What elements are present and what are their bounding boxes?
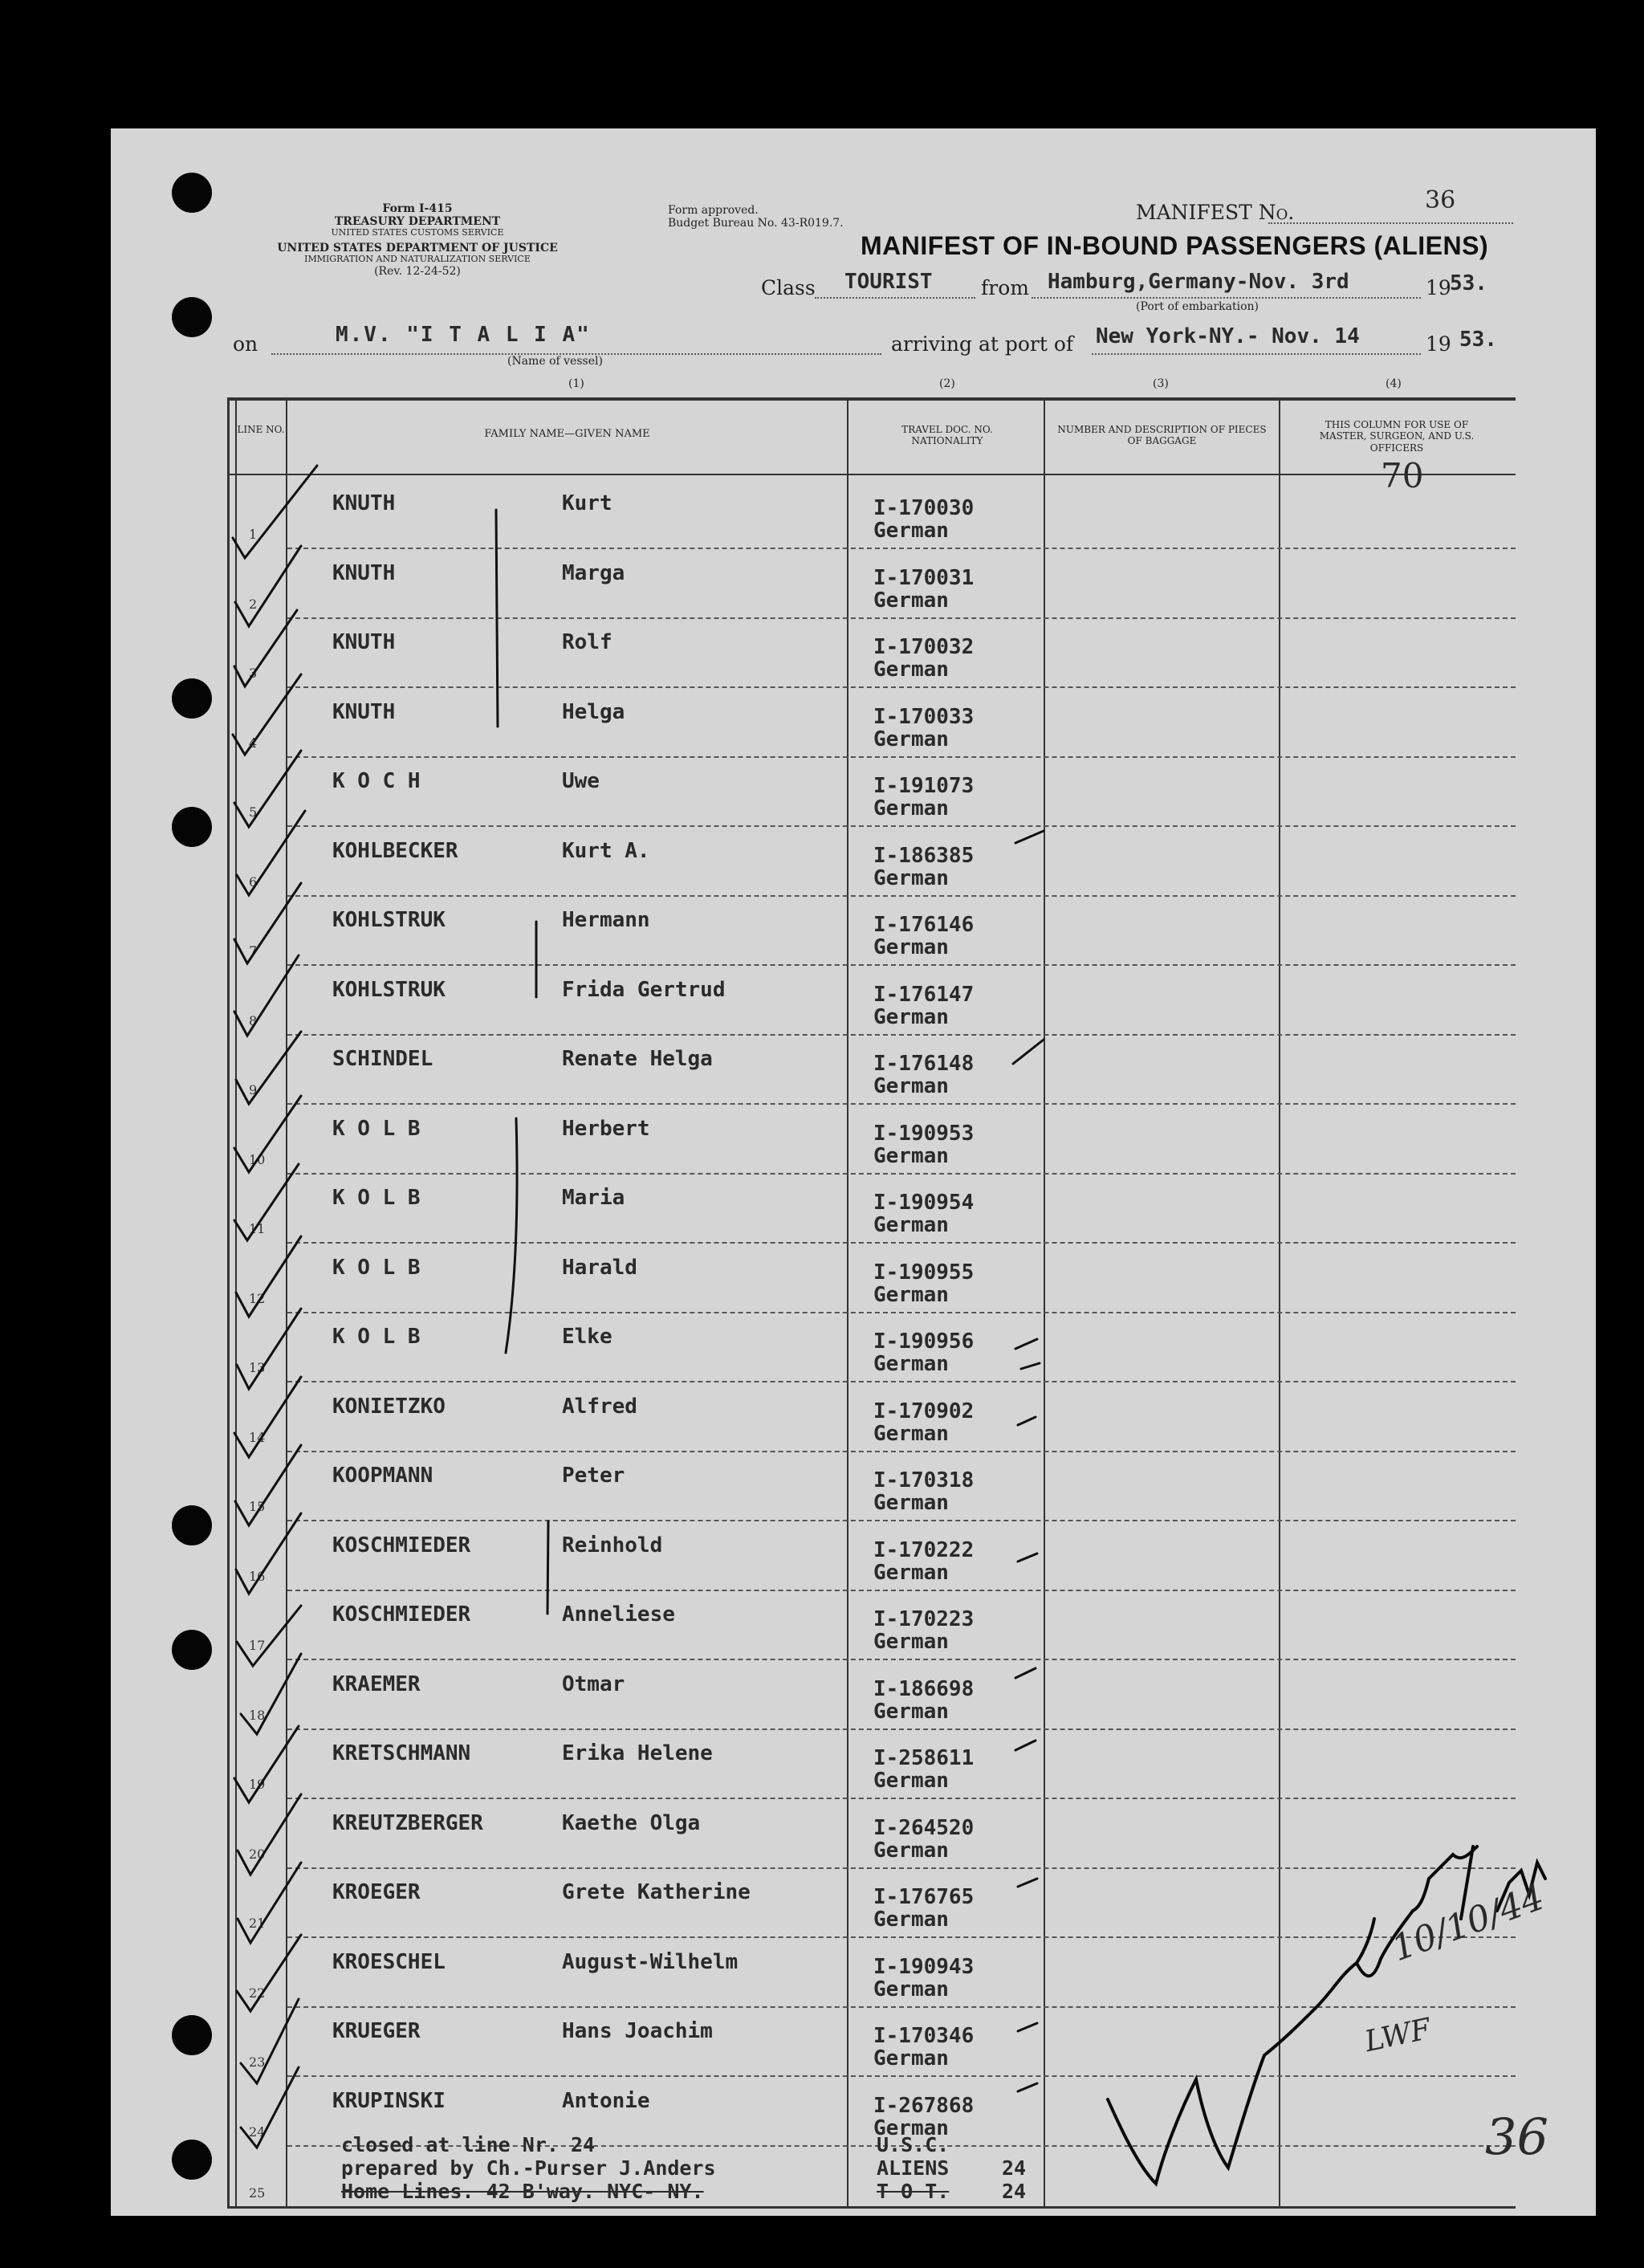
given-name: Anneliese bbox=[562, 1602, 675, 1627]
given-name: Herbert bbox=[562, 1116, 650, 1141]
travel-doc-number: I-186385 bbox=[873, 843, 975, 868]
travel-doc-number: I-170902 bbox=[873, 1399, 975, 1423]
officers-note: 70 bbox=[1381, 456, 1424, 495]
line-number: 10 bbox=[249, 1151, 266, 1167]
ins-service: IMMIGRATION AND NATURALIZATION SERVICE bbox=[304, 253, 531, 264]
travel-doc-number: I-170222 bbox=[873, 1537, 975, 1562]
nationality: German bbox=[873, 1074, 949, 1098]
given-name: Reinhold bbox=[562, 1533, 663, 1557]
nationality: German bbox=[873, 1352, 949, 1376]
travel-doc-number: I-258611 bbox=[873, 1746, 975, 1770]
family-name: KOOPMANN bbox=[332, 1464, 433, 1488]
nationality: German bbox=[873, 1004, 949, 1029]
travel-doc-number: I-190953 bbox=[873, 1121, 975, 1146]
family-name: KNUTH bbox=[332, 630, 396, 654]
arriving-label: arriving at port of bbox=[891, 332, 1074, 356]
closed-note: closed at line Nr. 24 bbox=[341, 2133, 596, 2156]
column-number-4: (4) bbox=[1386, 377, 1402, 390]
travel-doc-number: I-176148 bbox=[873, 1052, 975, 1076]
nationality: German bbox=[873, 2046, 949, 2071]
year-arrive: 53. bbox=[1459, 328, 1497, 352]
aliens-label: ALIENS bbox=[877, 2156, 950, 2180]
nationality: German bbox=[873, 1838, 949, 1863]
class-label: Class bbox=[761, 276, 816, 299]
family-name: KNUTH bbox=[332, 491, 396, 515]
given-name: Antonie bbox=[562, 2088, 650, 2113]
nationality: German bbox=[873, 1421, 949, 1446]
line-number: 1 bbox=[249, 527, 258, 542]
travel-doc-number: I-170030 bbox=[873, 496, 975, 520]
prepared-by: prepared by Ch.-Purser J.Anders bbox=[341, 2156, 716, 2180]
line-number: 3 bbox=[249, 666, 258, 681]
line-number: 14 bbox=[249, 1429, 266, 1445]
given-name: Rolf bbox=[562, 630, 612, 654]
family-name: KONIETZKO bbox=[332, 1394, 446, 1419]
given-name: Alfred bbox=[562, 1394, 637, 1419]
travel-doc-number: I-264520 bbox=[873, 1815, 975, 1840]
family-name: KOHLSTRUK bbox=[332, 908, 446, 932]
nationality: German bbox=[873, 1560, 949, 1585]
family-name: KOHLSTRUK bbox=[332, 977, 446, 1002]
manifest-title: MANIFEST OF IN-BOUND PASSENGERS (ALIENS) bbox=[861, 231, 1489, 260]
family-name: KRUPINSKI bbox=[332, 2088, 446, 2113]
travel-doc-number: I-190954 bbox=[873, 1191, 975, 1215]
travel-doc-number: I-170318 bbox=[873, 1468, 975, 1492]
line-number: 23 bbox=[249, 2054, 266, 2070]
shipping-line: Home Lines. 42 B'way. NYC- NY. bbox=[341, 2180, 704, 2203]
vessel-caption: (Name of vessel) bbox=[507, 355, 603, 368]
revision: (Rev. 12-24-52) bbox=[374, 264, 461, 278]
family-bracket bbox=[547, 1521, 548, 1614]
line-number: 15 bbox=[249, 1499, 266, 1514]
family-name: KROESCHEL bbox=[332, 1949, 446, 1974]
nationality: German bbox=[873, 1143, 949, 1168]
header-line-no: LINE NO. bbox=[237, 424, 285, 435]
nationality: German bbox=[873, 1213, 949, 1237]
line-number: 16 bbox=[249, 1568, 266, 1584]
family-name: SCHINDEL bbox=[332, 1047, 433, 1071]
travel-doc-number: I-190943 bbox=[873, 1954, 975, 1979]
approved-text: Form approved. bbox=[668, 204, 759, 217]
customs-service: UNITED STATES CUSTOMS SERVICE bbox=[331, 227, 504, 238]
given-name: Hermann bbox=[562, 908, 650, 932]
manifest-no-value: 36 bbox=[1425, 186, 1456, 214]
nationality: German bbox=[873, 588, 949, 613]
line-number: 20 bbox=[249, 1846, 266, 1862]
travel-doc-number: I-267868 bbox=[873, 2093, 975, 2118]
nationality: German bbox=[873, 727, 949, 751]
page-mark-annotation: 36 bbox=[1485, 2107, 1548, 2166]
travel-doc-number: I-170032 bbox=[873, 635, 975, 659]
from-label: from bbox=[981, 276, 1029, 299]
line-number: 11 bbox=[249, 1221, 266, 1236]
travel-doc-number: I-190956 bbox=[873, 1329, 975, 1354]
line-number: 22 bbox=[249, 1985, 266, 2001]
given-name: Otmar bbox=[562, 1671, 625, 1696]
header-travel-doc: TRAVEL DOC. NO. NATIONALITY bbox=[901, 424, 993, 447]
nationality: German bbox=[873, 1282, 949, 1307]
line-number: 9 bbox=[249, 1082, 258, 1097]
line-number: 19 bbox=[249, 1777, 266, 1792]
header-baggage: NUMBER AND DESCRIPTION OF PIECES OF BAGGAGE bbox=[1057, 424, 1267, 447]
family-name: K O L B bbox=[332, 1186, 421, 1210]
given-name: Peter bbox=[562, 1464, 625, 1488]
year-prefix-from: 19 bbox=[1426, 276, 1451, 299]
line-number: 4 bbox=[249, 735, 258, 751]
on-label: on bbox=[233, 332, 258, 356]
arriving-value: New York-NY.- Nov. 14 bbox=[1096, 324, 1360, 348]
family-name: K O L B bbox=[332, 1116, 421, 1141]
family-name: K O L B bbox=[332, 1325, 421, 1349]
given-name: Kurt bbox=[562, 491, 612, 515]
line-number: 8 bbox=[249, 1012, 258, 1028]
column-number-3: (3) bbox=[1153, 377, 1169, 390]
justice-dept: UNITED STATES DEPARTMENT OF JUSTICE bbox=[277, 241, 558, 254]
line-number-25: 25 bbox=[249, 2185, 266, 2201]
total-label: T O T. bbox=[877, 2180, 950, 2203]
department: TREASURY DEPARTMENT bbox=[334, 215, 501, 229]
nationality: German bbox=[873, 1977, 949, 2001]
nationality: German bbox=[873, 1769, 949, 1793]
given-name: Kaethe Olga bbox=[562, 1810, 701, 1835]
travel-doc-number: I-176146 bbox=[873, 913, 975, 937]
initials-annotation: LWF bbox=[1361, 2012, 1434, 2059]
from-value: Hamburg,Germany-Nov. 3rd bbox=[1048, 270, 1349, 294]
given-name: Maria bbox=[562, 1186, 625, 1210]
line-number: 6 bbox=[249, 873, 258, 890]
family-name: KOHLBECKER bbox=[332, 838, 458, 863]
header-officers: THIS COLUMN FOR USE OF MASTER, SURGEON, AND U.S. OFFICERS bbox=[1319, 419, 1475, 454]
given-name: Frida Gertrud bbox=[562, 977, 726, 1002]
travel-doc-number: I-170031 bbox=[873, 565, 975, 590]
given-name: Marga bbox=[562, 560, 625, 585]
date-annotation: 10/10/44 bbox=[1386, 1876, 1550, 1970]
line-number: 18 bbox=[249, 1707, 266, 1723]
family-name: KRETSCHMANN bbox=[332, 1741, 471, 1765]
line-number: 13 bbox=[249, 1360, 266, 1375]
travel-doc-number: I-176765 bbox=[873, 1885, 975, 1909]
family-bracket bbox=[506, 1118, 517, 1353]
family-name: KOSCHMIEDER bbox=[332, 1602, 471, 1627]
nationality: German bbox=[873, 658, 949, 682]
travel-doc-number: I-186698 bbox=[873, 1676, 975, 1701]
line-number: 7 bbox=[249, 943, 258, 959]
family-name: K O L B bbox=[332, 1255, 421, 1280]
year-from: 53. bbox=[1450, 271, 1487, 295]
family-name: KNUTH bbox=[332, 699, 396, 724]
family-name: KNUTH bbox=[332, 560, 396, 585]
nationality: German bbox=[873, 935, 949, 959]
given-name: Renate Helga bbox=[562, 1047, 713, 1071]
given-name: Grete Katherine bbox=[562, 1880, 751, 1904]
line-number: 12 bbox=[249, 1290, 266, 1306]
line-number: 24 bbox=[249, 2123, 266, 2140]
nationality: German bbox=[873, 1908, 949, 1932]
given-name: Erika Helene bbox=[562, 1741, 713, 1765]
check-marks bbox=[233, 466, 317, 2148]
travel-doc-number: I-176147 bbox=[873, 982, 975, 1007]
column-number-2: (2) bbox=[939, 377, 955, 390]
travel-doc-number: I-170033 bbox=[873, 704, 975, 729]
usc-label: U.S.C. bbox=[877, 2133, 950, 2156]
header-name: FAMILY NAME—GIVEN NAME bbox=[484, 428, 650, 440]
family-name: KRAEMER bbox=[332, 1671, 421, 1696]
line-number: 17 bbox=[249, 1638, 266, 1653]
family-name: KROEGER bbox=[332, 1880, 421, 1904]
family-name: KREUTZBERGER bbox=[332, 1810, 483, 1835]
budget-bureau: Budget Bureau No. 43-R019.7. bbox=[668, 217, 844, 230]
vessel-value: M.V. "I T A L I A" bbox=[336, 323, 591, 347]
manifest-no-label: MANIFEST No. bbox=[1136, 201, 1295, 224]
line-number: 21 bbox=[249, 1916, 266, 1931]
given-name: Kurt A. bbox=[562, 838, 650, 863]
form-number: Form I-415 bbox=[382, 202, 453, 215]
nationality: German bbox=[873, 2115, 949, 2140]
aliens-count: 24 bbox=[1002, 2156, 1027, 2180]
port-embark-caption: (Port of embarkation) bbox=[1136, 300, 1259, 313]
nationality: German bbox=[873, 1699, 949, 1724]
nationality: German bbox=[873, 519, 949, 543]
travel-doc-number: I-191073 bbox=[873, 774, 975, 798]
nationality: German bbox=[873, 1630, 949, 1654]
travel-doc-number: I-170346 bbox=[873, 2024, 975, 2048]
year-prefix-arrive: 19 bbox=[1426, 332, 1451, 356]
nationality: German bbox=[873, 796, 949, 820]
travel-doc-number: I-170223 bbox=[873, 1607, 975, 1631]
line-number: 2 bbox=[249, 596, 258, 612]
nationality: German bbox=[873, 1491, 949, 1515]
family-bracket bbox=[496, 510, 498, 727]
family-name: KRUEGER bbox=[332, 2019, 421, 2043]
travel-doc-number: I-190955 bbox=[873, 1260, 975, 1285]
family-name: KOSCHMIEDER bbox=[332, 1533, 471, 1557]
given-name: Hans Joachim bbox=[562, 2019, 713, 2043]
nationality: German bbox=[873, 865, 949, 890]
given-name: Elke bbox=[562, 1325, 612, 1349]
given-name: Uwe bbox=[562, 769, 600, 793]
given-name: Helga bbox=[562, 699, 625, 724]
total-count: 24 bbox=[1002, 2180, 1027, 2203]
line-number: 5 bbox=[249, 804, 258, 820]
class-value: TOURIST bbox=[844, 270, 933, 294]
column-number-1: (1) bbox=[568, 377, 584, 390]
family-name: K O C H bbox=[332, 769, 421, 793]
given-name: August-Wilhelm bbox=[562, 1949, 739, 1974]
given-name: Harald bbox=[562, 1255, 637, 1280]
